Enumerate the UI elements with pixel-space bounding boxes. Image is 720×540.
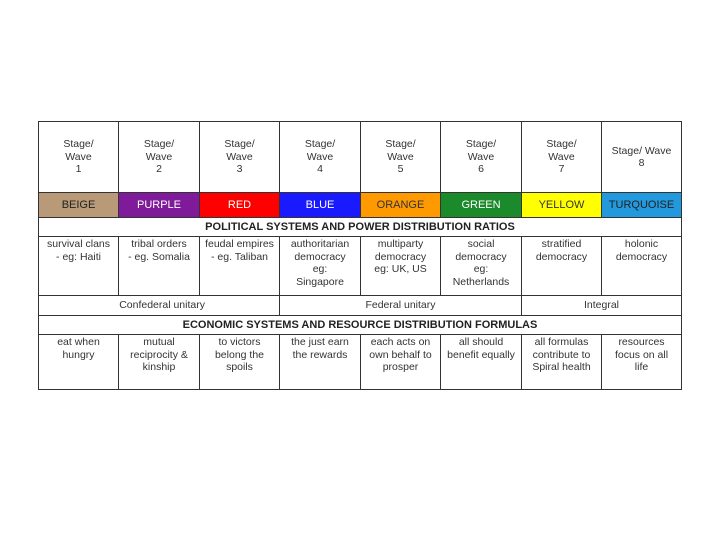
stage-header-line: 5: [397, 163, 404, 176]
political-cell-line: - eg. Somalia: [128, 250, 190, 263]
stage-header-line: 1: [75, 163, 82, 176]
stage-header-line: Wave: [548, 150, 575, 163]
economic-cell-line: the rewards: [292, 348, 348, 361]
economic-cell-line: all formulas: [534, 336, 589, 348]
stage-header-line: Wave: [306, 150, 334, 163]
economic-cell-8: [602, 335, 682, 390]
integral-label: Integral: [522, 296, 682, 316]
economic-cell-6: [441, 335, 522, 390]
stage-header-line: Stage/: [465, 138, 497, 151]
political-cell-line: multiparty: [377, 238, 424, 250]
stage-header-7: [522, 122, 602, 193]
stage-header-row: [39, 122, 682, 193]
stage-header-line: Stage/: [224, 138, 255, 151]
economic-cell-line: kinship: [142, 361, 176, 373]
stage-header-line: 7: [558, 163, 565, 176]
political-cell-line: survival clans: [46, 238, 111, 250]
stage-header-3: [200, 122, 280, 193]
color-cell-blue: BLUE: [280, 193, 361, 218]
political-cell-1: [39, 237, 119, 296]
economic-cell-line: focus on all: [614, 348, 669, 361]
stage-header-line: 4: [317, 163, 323, 176]
economic-cell-line: own behalf to: [369, 348, 432, 361]
stage-header-line: Stage/: [143, 138, 175, 151]
political-cell-line: democracy: [535, 250, 588, 263]
economic-cell-7: [522, 335, 602, 390]
political-cell-8: [602, 237, 682, 296]
economic-cell-line: resources: [618, 336, 665, 348]
stage-header-6: [441, 122, 522, 193]
stage-header-line: Stage/: [546, 138, 577, 151]
color-cell-green: GREEN: [441, 193, 522, 218]
stage-header-line: Wave: [65, 150, 92, 163]
stage-header-line: Stage/ Wave: [611, 144, 672, 157]
stage-header-line: Wave: [467, 150, 495, 163]
economic-cell-line: each acts on: [370, 336, 431, 348]
economic-cell-2: [119, 335, 200, 390]
economic-cell-line: hungry: [62, 348, 95, 361]
political-section-title: POLITICAL SYSTEMS AND POWER DISTRIBUTION RATIOS: [39, 218, 682, 237]
federal-unitary-label: Federal unitary: [280, 296, 522, 316]
stage-header-line: 6: [478, 163, 484, 176]
economic-systems-row: [39, 335, 682, 390]
economic-cell-1: [39, 335, 119, 390]
color-cell-beige: BEIGE: [39, 193, 119, 218]
stage-header-line: Wave: [226, 150, 253, 163]
political-systems-row: [39, 237, 682, 296]
stage-header-line: Stage/: [385, 138, 416, 151]
economic-cell-line: mutual: [143, 336, 175, 348]
economic-cell-line: reciprocity &: [130, 348, 188, 361]
confederal-unitary-label: Confederal unitary: [39, 296, 280, 316]
political-cell-7: [522, 237, 602, 296]
stage-header-2: [119, 122, 200, 193]
stage-header-line: 2: [156, 163, 162, 176]
economic-cell-line: the just earn: [291, 336, 349, 348]
economic-cell-line: life: [634, 361, 649, 373]
color-cell-turquoise: TURQUOISE: [602, 193, 682, 218]
political-cell-line: eg:: [312, 263, 328, 275]
economic-cell-line: contribute to: [532, 348, 591, 361]
stage-header-line: Stage/: [304, 138, 336, 151]
color-cell-orange: ORANGE: [361, 193, 441, 218]
economic-cell-line: benefit equally: [447, 348, 515, 361]
color-cell-yellow: YELLOW: [522, 193, 602, 218]
political-cell-line: authoritarian: [290, 238, 350, 250]
political-cell-line: Singapore: [296, 275, 344, 288]
stage-header-line: 3: [236, 163, 243, 176]
political-cell-line: tribal orders: [131, 238, 187, 250]
economic-cell-line: eat when: [57, 336, 100, 348]
economic-cell-5: [361, 335, 441, 390]
political-cell-line: Netherlands: [452, 275, 510, 288]
political-cell-4: [280, 237, 361, 296]
economic-cell-line: to victors: [218, 336, 261, 348]
political-cell-line: stratified: [541, 238, 582, 250]
economic-cell-line: prosper: [382, 361, 419, 373]
economic-cell-3: [200, 335, 280, 390]
stage-header-line: 8: [638, 157, 645, 169]
stage-header-line: Stage/: [63, 138, 94, 151]
economic-cell-line: belong the: [214, 348, 265, 361]
political-cell-line: social: [467, 238, 495, 250]
economic-section-row: [39, 316, 682, 335]
stage-header-5: [361, 122, 441, 193]
political-cell-line: democracy: [374, 250, 427, 263]
political-cell-line: democracy: [615, 250, 668, 263]
color-cell-purple: PURPLE: [119, 193, 200, 218]
political-cell-line: democracy: [294, 250, 346, 263]
political-cell-line: - eg: Haiti: [56, 250, 101, 263]
spiral-dynamics-table: [38, 121, 682, 390]
color-cell-red: RED: [200, 193, 280, 218]
stage-header-line: Wave: [387, 150, 414, 163]
political-cell-5: [361, 237, 441, 296]
political-cell-line: eg: UK, US: [374, 263, 427, 275]
economic-cell-line: all should: [458, 336, 504, 348]
political-cell-2: [119, 237, 200, 296]
stage-header-1: [39, 122, 119, 193]
economic-cell-line: Spiral health: [532, 361, 591, 373]
political-cell-line: eg:: [473, 263, 489, 275]
stage-header-line: Wave: [145, 150, 173, 163]
color-row: [39, 193, 682, 218]
economic-cell-line: spoils: [226, 361, 253, 373]
political-section-row: [39, 218, 682, 237]
political-cell-6: [441, 237, 522, 296]
political-cell-line: holonic: [624, 238, 659, 250]
structure-row: [39, 296, 682, 316]
stage-header-8: [602, 122, 682, 193]
political-cell-line: feudal empires: [205, 238, 274, 250]
political-cell-3: [200, 237, 280, 296]
economic-section-title: ECONOMIC SYSTEMS AND RESOURCE DISTRIBUTION FORMULAS: [39, 316, 682, 335]
economic-cell-4: [280, 335, 361, 390]
stage-header-4: [280, 122, 361, 193]
political-cell-line: - eg. Taliban: [210, 250, 268, 263]
political-cell-line: democracy: [455, 250, 507, 263]
